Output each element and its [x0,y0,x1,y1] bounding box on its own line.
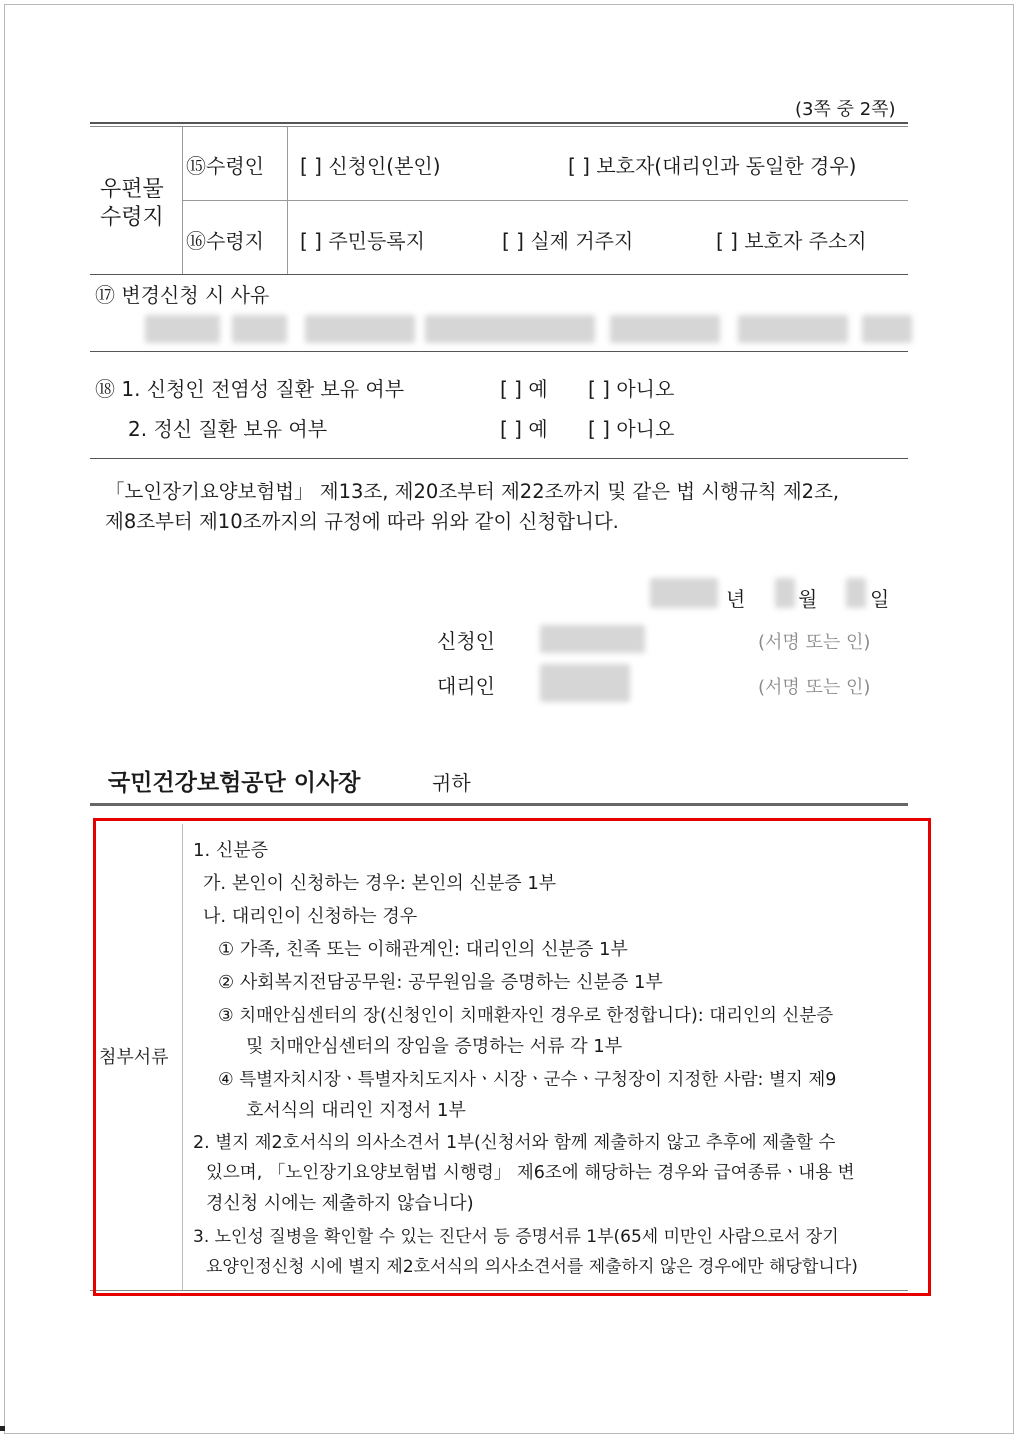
recipient-option-guardian[interactable]: [ ] 보호자(대리인과 동일한 경우) [568,154,857,178]
disease-2-no[interactable]: [ ] 아니오 [588,417,675,441]
date-year-redacted [650,578,718,608]
agent-name-redacted [540,664,630,702]
place-option-registered[interactable]: [ ] 주민등록지 [300,229,425,253]
disease-2-yes[interactable]: [ ] 예 [500,417,548,441]
recipient-label: ⑮수령인 [186,154,264,178]
agent-label: 대리인 [437,674,495,698]
attachment-line-1: 1. 신분증 [193,840,269,861]
mail-section-label-2: 수령지 [100,205,164,230]
attachment-line-11: 있으며, 「노인장기요양보험법 시행령」 제6조에 해당하는 경우와 급여종류ㆍ내용 변 [206,1163,855,1183]
date-month-label: 월 [798,587,818,611]
disease-bottom-rule [90,458,908,459]
mail-section-label-1: 우편물 [100,177,164,202]
place-option-actual[interactable]: [ ] 실제 거주지 [502,229,634,253]
agent-sign-hint: (서명 또는 인) [758,677,871,698]
attachment-line-10: 2. 별지 제2호서식의 의사소견서 1부(신청서와 함께 제출하지 않고 추후에 제출할 수 [193,1133,836,1153]
disease-1-no[interactable]: [ ] 아니오 [588,377,675,401]
mail-bottom-rule [90,274,908,275]
attachment-line-3: 나. 대리인이 신청하는 경우 [203,906,418,927]
attachment-line-9: 호서식의 대리인 지정서 1부 [246,1100,466,1121]
attachment-line-4: ① 가족, 친족 또는 이해관계인: 대리인의 신분증 1부 [218,939,628,960]
attachment-line-6: ③ 치매안심센터의 장(신청인이 치매환자인 경우로 한정합니다): 대리인의 신분증 [218,1006,834,1026]
disease-question-2: 2. 정신 질환 보유 여부 [128,417,328,441]
date-month-redacted [775,578,795,608]
attachment-line-14: 요양인정신청 시에 별지 제2호서식의 의사소견서를 제출하지 않은 경우에만 해당합니다) [206,1257,858,1277]
attachments-highlight-box [93,818,931,1296]
page-number: (3쪽 중 2쪽) [795,99,896,120]
date-day-label: 일 [870,587,890,611]
addressee-suffix: 귀하 [432,771,471,795]
reason-label: ⑰ 변경신청 시 사유 [95,283,270,307]
corner-mark [0,1426,5,1431]
statement-line-1: 「노인장기요양보험법」 제13조, 제20조부터 제22조까지 및 같은 법 시행규칙 제2조, [105,480,840,503]
attachment-line-8: ④ 특별자치시장ㆍ특별자치도지사ㆍ시장ㆍ군수ㆍ구청장이 지정한 사람: 별지 제9 [218,1070,837,1090]
disease-question-1: ⑱ 1. 신청인 전염성 질환 보유 여부 [95,377,405,401]
attachment-line-12: 경신청 시에는 제출하지 않습니다) [206,1193,474,1214]
place-label: ⑯수령지 [186,229,264,253]
date-year-label: 년 [726,587,746,611]
reason-bottom-rule [90,351,908,352]
applicant-name-redacted [540,625,645,653]
mail-row-divider [182,200,908,201]
top-rule [90,122,908,124]
attachments-label: 첨부서류 [99,1047,169,1068]
attachment-line-7: 및 치매안심센터의 장임을 증명하는 서류 각 1부 [246,1036,623,1057]
applicant-sign-hint: (서명 또는 인) [758,632,871,653]
top-rule-inner [90,126,908,127]
statement-line-2: 제8조부터 제10조까지의 규정에 따라 위와 같이 신청합니다. [105,510,619,533]
attachment-line-2: 가. 본인이 신청하는 경우: 본인의 신분증 1부 [203,873,557,894]
applicant-label: 신청인 [437,629,495,653]
recipient-option-self[interactable]: [ ] 신청인(본인) [300,154,441,178]
addressee-rule [90,803,908,806]
attachment-line-13: 3. 노인성 질병을 확인할 수 있는 진단서 등 증명서류 1부(65세 미만인 사람으로서 장기 [193,1227,839,1247]
addressee-title: 국민건강보험공단 이사장 [108,770,361,796]
place-option-guardian[interactable]: [ ] 보호자 주소지 [716,229,867,253]
date-day-redacted [846,578,866,608]
disease-1-yes[interactable]: [ ] 예 [500,377,548,401]
attachment-line-5: ② 사회복지전담공무원: 공무원임을 증명하는 신분증 1부 [218,972,663,993]
